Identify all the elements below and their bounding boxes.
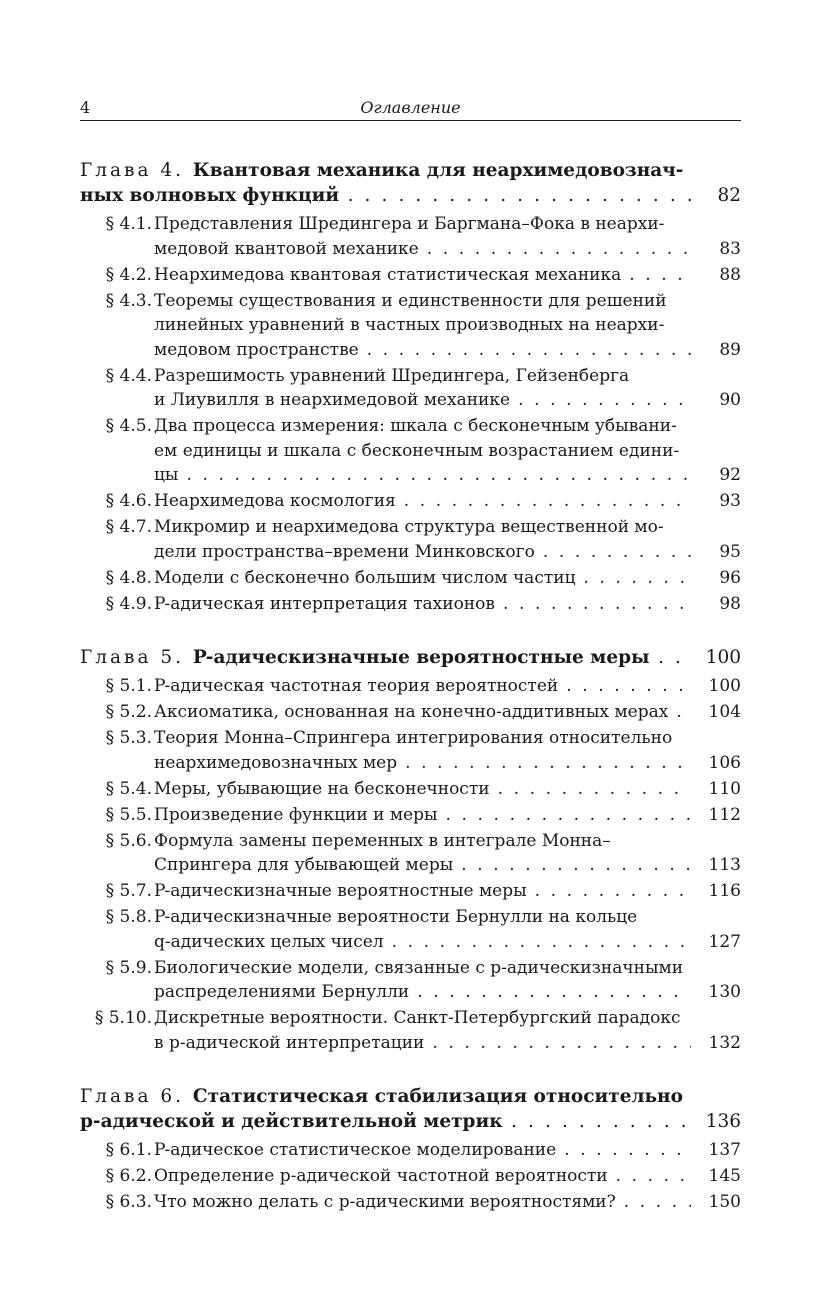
section-title-text: и Лиувилля в неархимедовой механике	[154, 390, 511, 410]
section-title-text: Два процесса измерения: шкала с бесконечным убывани-	[154, 416, 677, 436]
toc-section-entry[interactable]	[80, 829, 741, 878]
section-number: § 5.8.	[105, 907, 152, 927]
section-page: 106	[708, 752, 741, 773]
section-title	[154, 1006, 691, 1055]
section-title-text: Меры, убывающие на бесконечности	[154, 778, 490, 799]
section-number: § 5.1.	[105, 676, 152, 696]
section-title	[154, 212, 691, 261]
section-number: § 6.2.	[105, 1166, 152, 1186]
section-title-line	[154, 540, 691, 565]
chapter-title-text: P-адическизначные вероятностные меры	[192, 647, 650, 668]
running-header	[80, 96, 741, 121]
section-title-text: q-адических целых чисел	[154, 931, 384, 952]
section-title-text: Теоремы существования и единственности для решений	[154, 290, 667, 311]
section-title-text: Определение p-адической частотной вероятности	[154, 1166, 608, 1186]
chapter-block	[80, 645, 741, 1055]
section-title	[154, 726, 691, 775]
section-page: 104	[708, 702, 741, 722]
section-number: § 5.10.	[94, 1008, 152, 1028]
section-title-text: в p-адической интерпретации	[154, 1032, 425, 1053]
section-title	[154, 674, 691, 699]
section-page: 145	[708, 1166, 741, 1186]
section-title	[154, 263, 691, 288]
chapter-label: Глава 4.	[80, 160, 193, 181]
section-title-line	[154, 414, 691, 439]
toc-section-entry[interactable]	[80, 1006, 741, 1055]
chapter-title-line	[80, 1109, 692, 1134]
section-title	[154, 489, 691, 514]
page-number: 4	[80, 98, 91, 117]
toc-section-entry[interactable]	[80, 489, 741, 514]
section-title	[154, 289, 691, 363]
section-number: § 4.5.	[105, 416, 152, 436]
section-title-line	[154, 674, 691, 699]
chapter-title-line	[80, 1084, 692, 1109]
toc-section-entry[interactable]	[80, 566, 741, 591]
section-title-line	[154, 1190, 691, 1215]
section-page: 100	[708, 676, 741, 696]
section-page: 130	[708, 982, 741, 1002]
section-title-line	[154, 726, 691, 751]
toc-section-entry[interactable]	[80, 726, 741, 775]
section-title-text: Неархимедова космология	[154, 491, 396, 511]
chapter-page: 136	[705, 1111, 741, 1132]
chapter-heading	[80, 645, 692, 670]
section-title	[154, 592, 691, 617]
section-number: § 4.8.	[105, 567, 152, 588]
section-title-line	[154, 289, 691, 314]
section-title-line	[154, 930, 691, 955]
section-title-line	[154, 829, 691, 854]
section-number: § 4.7.	[105, 517, 152, 537]
section-number: § 4.1.	[105, 214, 152, 234]
chapter-entry[interactable]	[80, 645, 741, 670]
chapter-entry[interactable]	[80, 1084, 741, 1134]
section-title-text: распределениями Бернулли	[154, 982, 410, 1002]
section-page: 127	[708, 931, 741, 952]
section-page: 98	[719, 593, 741, 614]
table-of-contents	[80, 158, 741, 1244]
section-title-line	[154, 905, 691, 930]
toc-section-entry[interactable]	[80, 956, 741, 1005]
toc-section-entry[interactable]	[80, 1138, 741, 1163]
section-title-text: медовой квантовой механике	[154, 238, 419, 259]
toc-section-entry[interactable]	[80, 803, 741, 828]
section-title-text: Спрингера для убывающей меры	[154, 855, 454, 875]
toc-section-entry[interactable]	[80, 1164, 741, 1189]
section-title-line	[154, 237, 691, 262]
toc-section-entry[interactable]	[80, 905, 741, 954]
section-title-line	[154, 592, 691, 617]
toc-section-entry[interactable]	[80, 1190, 741, 1215]
section-title-text: цы	[154, 465, 179, 485]
section-page: 116	[708, 881, 741, 901]
section-number: § 4.6.	[105, 491, 152, 511]
section-title-text: Дискретные вероятности. Санкт-Петербургский парадокс	[154, 1008, 681, 1028]
section-title-text: Теория Монна–Спрингера интегрирования относительно	[154, 728, 673, 748]
section-title-text: медовом пространстве	[154, 339, 359, 360]
section-page: 83	[719, 238, 741, 259]
section-title-line	[154, 263, 691, 288]
section-title	[154, 364, 691, 413]
section-number: § 5.2.	[105, 702, 152, 722]
section-title-line	[154, 956, 691, 981]
section-page: 113	[708, 855, 741, 875]
toc-section-entry[interactable]	[80, 674, 741, 699]
section-title	[154, 566, 691, 591]
section-page: 89	[719, 339, 741, 360]
section-title-line	[154, 803, 691, 828]
chapter-page: 100	[705, 647, 741, 668]
section-title-text: P-адическизначные вероятностные меры	[154, 881, 527, 901]
section-title-text: Аксиоматика, основанная на конечно-аддитивных мерах	[154, 702, 669, 722]
section-number: § 4.3.	[105, 290, 152, 311]
section-title-text: P-адическое статистическое моделирование	[154, 1140, 557, 1160]
chapter-title-text: ных волновых функций	[80, 185, 340, 206]
section-page: 88	[719, 264, 741, 285]
chapter-block	[80, 1084, 741, 1215]
section-title-line	[154, 879, 691, 904]
toc-section-entry[interactable]	[80, 777, 741, 802]
section-number: § 5.3.	[105, 728, 152, 748]
section-page: 137	[708, 1140, 741, 1160]
section-title	[154, 1138, 691, 1163]
section-page: 110	[708, 778, 741, 799]
section-number: § 6.3.	[105, 1192, 152, 1212]
chapter-page: 82	[717, 185, 741, 206]
section-title	[154, 515, 691, 564]
section-title-line	[154, 463, 691, 488]
toc-section-entry[interactable]	[80, 515, 741, 564]
section-title-text: Неархимедова квантовая статистическая механика	[154, 264, 622, 285]
chapter-title-text: p-адической и действительной метрик	[80, 1111, 503, 1132]
section-title-line	[154, 566, 691, 591]
section-title	[154, 777, 691, 802]
section-title-line	[154, 515, 691, 540]
chapter-entry[interactable]	[80, 158, 741, 208]
section-number: § 5.6.	[105, 830, 152, 851]
section-title	[154, 414, 691, 488]
section-title-line	[154, 980, 691, 1005]
section-number: § 4.2.	[105, 264, 152, 285]
section-title-line	[154, 388, 691, 413]
section-page: 132	[708, 1032, 741, 1053]
section-title	[154, 803, 691, 828]
section-title-text: Произведение функции и меры	[154, 804, 438, 825]
section-title-line	[154, 1138, 691, 1163]
section-title-text: Модели с бесконечно большим числом частиц	[154, 567, 576, 588]
section-title-line	[154, 364, 691, 389]
chapter-title-text: Статистическая стабилизация относительно	[192, 1086, 683, 1107]
section-title-line	[154, 751, 691, 776]
chapter-block	[80, 158, 741, 616]
chapter-title-line	[80, 645, 692, 670]
section-title-line	[154, 1031, 691, 1056]
section-title	[154, 956, 691, 1005]
section-title-text: P-адическая частотная теория вероятностей	[154, 676, 559, 696]
toc-section-entry[interactable]	[80, 592, 741, 617]
section-title-text: дели пространства–времени Минковского	[154, 541, 535, 562]
section-title-line	[154, 1006, 691, 1031]
section-title-text: Формула замены переменных в интеграле Монна–	[154, 830, 611, 851]
section-title-line	[154, 338, 691, 363]
chapter-heading	[80, 158, 692, 208]
section-title	[154, 879, 691, 904]
section-number: § 4.9.	[105, 593, 152, 614]
section-title-text: P-адическая интерпретация тахионов	[154, 593, 495, 614]
section-title-text: Представления Шредингера и Баргмана–Фока в неархи-	[154, 214, 665, 234]
running-title: Оглавление	[360, 98, 461, 117]
section-page: 90	[719, 390, 741, 410]
section-title-text: неархимедовозначных мер	[154, 752, 398, 773]
section-number: § 6.1.	[105, 1140, 152, 1160]
section-number: § 4.4.	[105, 365, 152, 386]
chapter-title-text: Квантовая механика для неархимедовознач-	[192, 160, 684, 181]
section-title	[154, 829, 691, 878]
section-page: 92	[719, 465, 741, 485]
section-title-text: линейных уравнений в частных производных на неархи-	[154, 315, 665, 335]
section-page: 95	[719, 541, 741, 562]
toc-section-entry[interactable]	[80, 879, 741, 904]
toc-section-entry[interactable]	[80, 700, 741, 725]
section-number: § 5.7.	[105, 881, 152, 901]
section-title-text: Микромир и неархимедова структура вещественной мо-	[154, 517, 664, 537]
section-title-line	[154, 700, 691, 725]
chapter-title-line	[80, 158, 692, 183]
chapter-heading	[80, 1084, 692, 1134]
section-page: 93	[719, 491, 741, 511]
section-title	[154, 700, 691, 725]
section-title-line	[154, 212, 691, 237]
section-title-line	[154, 489, 691, 514]
toc-section-entry[interactable]	[80, 263, 741, 288]
chapter-label: Глава 5.	[80, 647, 193, 668]
section-title-line	[154, 853, 691, 878]
section-number: § 5.5.	[105, 804, 152, 825]
toc-section-entry[interactable]	[80, 212, 741, 261]
toc-section-entry[interactable]	[80, 364, 741, 413]
section-page: 150	[708, 1192, 741, 1212]
section-title-line	[154, 1164, 691, 1189]
section-title	[154, 1164, 691, 1189]
chapter-title-line	[80, 183, 692, 208]
section-title-text: ем единицы и шкала с бесконечным возрастанием едини-	[154, 440, 680, 461]
section-title-text: Разрешимость уравнений Шредингера, Гейзенберга	[154, 365, 630, 386]
section-title	[154, 905, 691, 954]
section-title-line	[154, 313, 691, 338]
toc-section-entry[interactable]	[80, 414, 741, 488]
toc-section-entry[interactable]	[80, 289, 741, 363]
section-title-line	[154, 777, 691, 802]
section-title	[154, 1190, 691, 1215]
section-number: § 5.9.	[105, 957, 152, 978]
section-page: 112	[708, 804, 741, 825]
section-page: 96	[719, 567, 741, 588]
section-title-text: Что можно делать с p-адическими вероятностями?	[154, 1192, 616, 1212]
section-title-text: P-адическизначные вероятности Бернулли на кольце	[154, 907, 638, 927]
section-number: § 5.4.	[105, 778, 152, 799]
chapter-label: Глава 6.	[80, 1086, 193, 1107]
section-title-line	[154, 439, 691, 464]
section-title-text: Биологические модели, связанные с p-адическизначными	[154, 957, 684, 978]
